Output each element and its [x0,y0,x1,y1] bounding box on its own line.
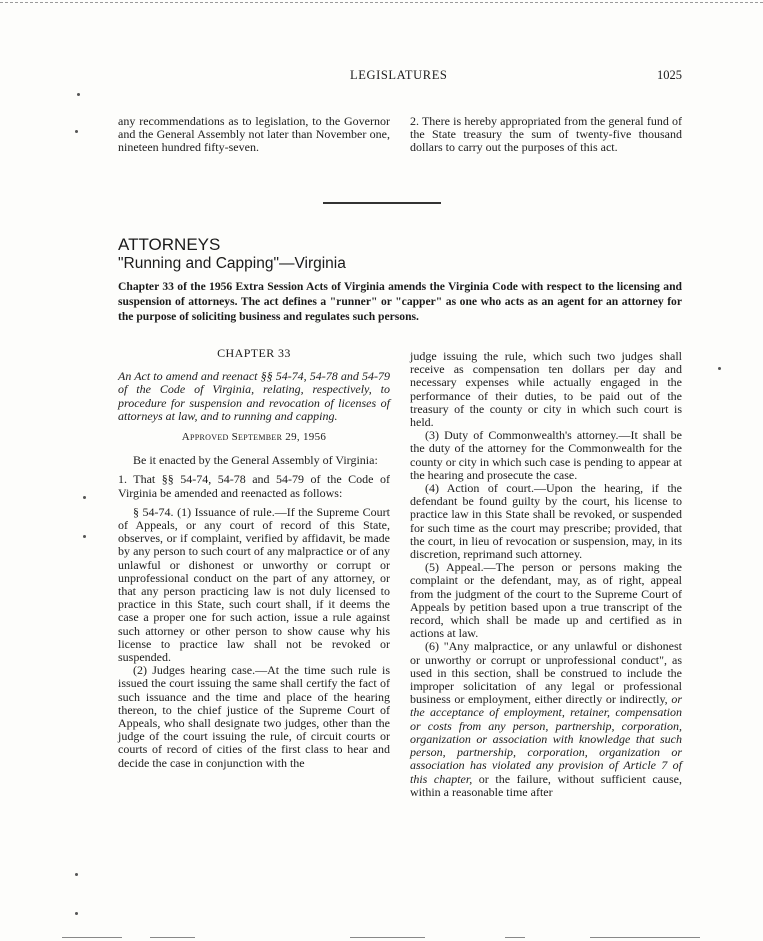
page-number: 1025 [657,68,682,82]
margin-speck [75,912,78,915]
carryover-left-text: any recommendations as to legislation, to the Governor and the General Assembly not later than November one, nineteen hundred fifty-seven. [118,114,390,155]
carryover-left-column [118,115,390,155]
margin-speck [83,496,86,499]
approval-label: Approved September [181,431,283,444]
edge-mark [62,937,122,938]
section-heading: ATTORNEYS [118,235,221,254]
section-subheading: "Running and Capping"—Virginia [118,255,346,272]
section-54-74-para-1: § 54-74. (1) Issuance of rule.—If the Supreme Court of Appeals, or any court of record of this State, observes, or if complaint, verified by affidavit, be made by any person to such court of any malpractice or of any unlawful or dishonest or unworthy or corrupt or unprofessional conduct on the part of any attorney, or that any person practicing law is not duly licensed to practice in this State, such court shall, if it deems the case a proper one for such action, issue a rule against such attorney or other person to show cause why his license to practice law shall not be revoked or suspended. [118,504,390,665]
margin-speck [75,873,78,876]
edge-mark [590,937,700,938]
para-6-text-a: (6) "Any malpractice, or any unlawful or dishonest or unworthy or corrupt or unprofessional conduct", as used in this section, shall be construed to include the improper solicitation of any legal or professional business or employment, either directly or indirectly, [410,639,682,707]
section-54-74-para-5: (5) Appeal.—The person or persons making the complaint or the defendant, may, as of right, appeal from the judgment of the court to the Supreme Court of Appeals by petition based upon a true transcript of the record, which shall be made up and certified as in actions at law. [410,560,682,641]
paragraph-1: 1. That §§ 54-74, 54-78 and 54-79 of the Code of Virginia be amended and reenacted as follows: [118,472,390,500]
act-title: An Act to amend and reenact §§ 54-74, 54-78 and 54-79 of the Code of Virginia, relating, respectively, to procedure for suspension and revocation of licenses of attorneys at law, and to running and capping. [118,369,390,423]
bottom-edge-marks [0,934,763,941]
para-6-text-b: or the failure, without sufficient cause, within a reasonable time after [410,771,682,799]
chapter-title: CHAPTER 33 [217,346,291,360]
edge-mark [150,937,195,938]
margin-speck [718,367,721,370]
section-54-74-para-6 [410,640,682,798]
section-summary: Chapter 33 of the 1956 Extra Session Acts of Virginia amends the Virginia Code with respect to the licensing and suspension of attorneys. The act defines a "runner" or "capper" as one who acts as an agent for an attorney for the purpose of soliciting business and regulates such persons. [118,280,682,323]
margin-speck [83,535,86,538]
running-title: LEGISLATURES [350,68,448,82]
body-left-column [118,347,390,770]
para-6-italic-text: or the acceptance of employment, retainer, compensation or costs from any person, partnership, corporation, organization or association with knowledge that such person, partnership, corporation, organization or association has violated any provision of Article 7 of this chapter, [410,692,682,786]
enacting-clause: Be it enacted by the General Assembly of Virginia: [133,453,378,468]
section-divider [323,202,441,204]
top-edge-dashes [0,2,763,3]
carryover-right-column [410,115,682,155]
body-right-column [410,350,682,799]
margin-speck [77,93,80,96]
continued-paragraph: judge issuing the rule, which such two judges shall receive as compensation ten dollars per day and necessary expenses while actually engaged in the performance of their duties, to be paid out of the treasury of the county or city in which such court is held. [410,349,682,430]
section-54-74-para-4: (4) Action of court.—Upon the hearing, if the defendant be found guilty by the court, his license to practice law in this State shall be revoked, or suspended for such time as the court may prescribe; provided, that the court, in lieu of revocation or suspension, may, in its discretion, reprimand such attorney. [410,481,682,562]
edge-mark [350,937,425,938]
carryover-right-text: 2. There is hereby appropriated from the general fund of the State treasury the sum of twenty-five thousand dollars to carry out the purposes of this act. [410,114,682,155]
section-54-74-para-2: (2) Judges hearing case.—At the time such rule is issued the court issuing the same shall certify the fact of such issuance and the time and place of the hearing thereon, to the chief justice of the Supreme Court of Appeals, who shall designate two judges, other than the judge of the court issuing the rule, of circuit courts or courts of record of cities of the first class to hear and decide the case in conjunction with the [118,663,390,770]
edge-mark [505,937,525,938]
approval-date [118,431,390,444]
approval-date-value: 29, 1956 [285,431,327,444]
margin-speck [75,130,78,133]
section-54-74-para-3: (3) Duty of Commonwealth's attorney.—It shall be the duty of the attorney for the Commonwealth for the county or city in which such case is pending to appear at the hearing and prosecute the case. [410,428,682,482]
